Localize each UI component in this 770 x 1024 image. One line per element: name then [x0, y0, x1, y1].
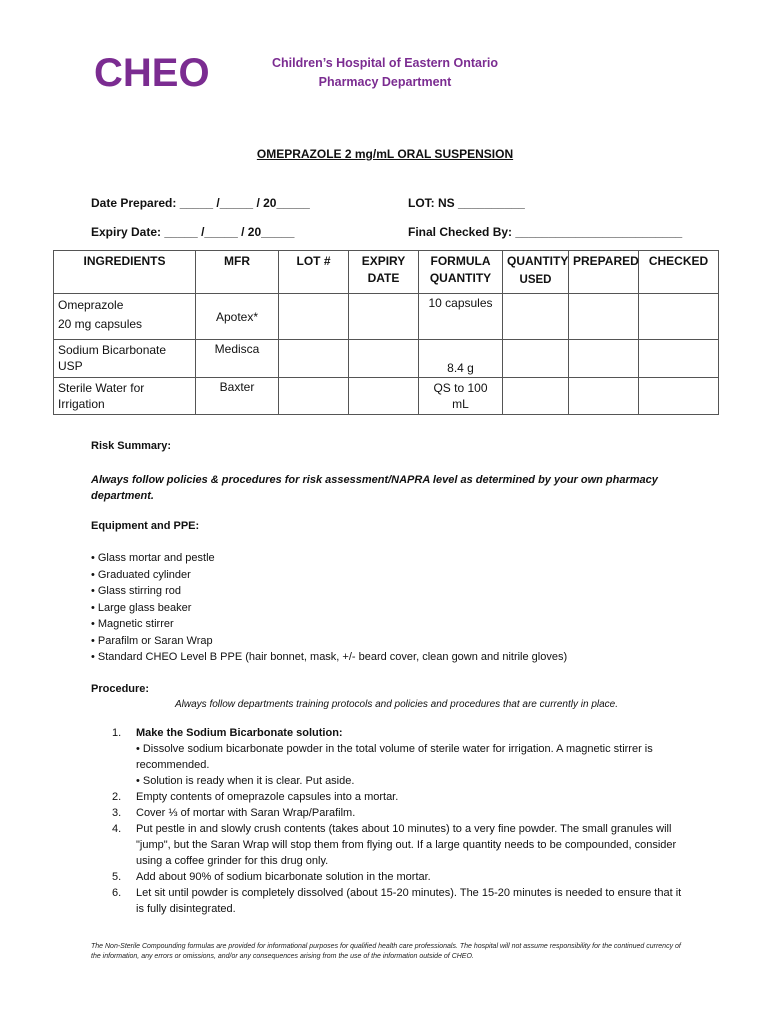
checked-cell[interactable]	[639, 340, 719, 378]
ingredient-name: Sterile Water for	[58, 381, 145, 395]
date-prepared-field: Date Prepared: _____ /_____ / 20_____	[91, 196, 310, 210]
lot-cell[interactable]	[279, 378, 349, 415]
risk-note: Always follow policies & procedures for risk assessment/NAPRA level as determined by your own pharmacy department.	[91, 474, 658, 502]
step-text: Put pestle in and slowly crush contents (takes about 10 minutes) to a very fine powder. The small granules will "jump", but the Saran Wrap will stop them from flying out. If a large quantity needs to be compounded, consider using a coffee grinder for this drug only.	[136, 823, 677, 867]
list-item: • Standard CHEO Level B PPE (hair bonnet, mask, +/- beard cover, clean gown and nitrile gloves)	[91, 649, 567, 666]
step-text: Let sit until powder is completely dissolved (about 15-20 minutes). The 15-20 minutes is needed to ensure that it is fully disintegrated.	[136, 887, 682, 915]
quantity-used-cell[interactable]	[503, 340, 569, 378]
ingredient-cell	[54, 294, 196, 340]
list-item: • Glass mortar and pestle	[91, 550, 567, 567]
step-text: Empty contents of omeprazole capsules into a mortar.	[136, 791, 399, 803]
table-row	[54, 294, 719, 340]
procedure-note: Always follow departments training protocols and policies and procedures that are currently in place.	[175, 699, 619, 710]
quantity-used-cell[interactable]	[503, 378, 569, 415]
equipment-label: Equipment and PPE:	[91, 520, 200, 532]
step-text: Make the Sodium Bicarbonate solution:	[136, 727, 343, 739]
ingredient-detail: USP	[58, 359, 83, 373]
prepared-cell[interactable]	[569, 294, 639, 340]
step-subitem: • Dissolve sodium bicarbonate powder in the total volume of sterile water for irrigation. A magnetic stirrer is recommended.	[136, 741, 687, 773]
ingredients-table	[53, 250, 719, 415]
list-item: • Graduated cylinder	[91, 567, 567, 584]
list-item: • Parafilm or Saran Wrap	[91, 633, 567, 650]
equipment-list	[91, 550, 567, 666]
step-number: 6.	[112, 887, 122, 899]
ingredient-cell	[54, 378, 196, 415]
prepared-cell[interactable]	[569, 340, 639, 378]
header-quantity-used	[503, 251, 569, 294]
formula-unit: mL	[452, 397, 469, 411]
ingredient-name: Sodium Bicarbonate	[58, 343, 167, 357]
list-item: • Large glass beaker	[91, 600, 567, 617]
step-number: 1.	[112, 727, 122, 739]
step-number: 3.	[112, 807, 122, 819]
risk-summary-label: Risk Summary:	[91, 440, 172, 452]
step-number: 5.	[112, 871, 122, 883]
expiry-date-field: Expiry Date: _____ /_____ / 20_____	[91, 225, 295, 239]
header-checked: CHECKED	[639, 251, 719, 294]
org-name: Children’s Hospital of Eastern Ontario	[272, 56, 498, 70]
footer-disclaimer: The Non-Sterile Compounding formulas are provided for informational purposes for qualified health care professionals. The hospital will not assume responsibility for the continued currency of the information, any errors or omissions, and/or any consequences arising from the use of the information outside of CHEO.	[91, 943, 681, 960]
mfr-cell: Baxter	[196, 378, 279, 415]
mfr-cell: Apotex*	[196, 294, 279, 340]
list-item: • Glass stirring rod	[91, 583, 567, 600]
document-title: OMEPRAZOLE 2 mg/mL ORAL SUSPENSION	[256, 147, 514, 161]
procedure-label: Procedure:	[91, 683, 150, 695]
step-number: 4.	[112, 823, 122, 835]
table-row	[54, 340, 719, 378]
ingredient-detail: 20 mg capsules	[58, 317, 143, 331]
ingredient-name: Omeprazole	[58, 298, 124, 312]
header-prepared: PREPARED	[569, 251, 639, 294]
expiry-cell[interactable]	[349, 378, 419, 415]
step-item	[112, 869, 687, 885]
step-item	[112, 805, 687, 821]
step-number: 2.	[112, 791, 122, 803]
header-lot: LOT #	[279, 251, 349, 294]
quantity-used-cell[interactable]	[503, 294, 569, 340]
expiry-cell[interactable]	[349, 294, 419, 340]
step-text: Add about 90% of sodium bicarbonate solution in the mortar.	[136, 871, 431, 883]
dept-name: Pharmacy Department	[318, 75, 452, 89]
formula-cell: 10 capsules	[419, 294, 503, 340]
step-item	[112, 789, 687, 805]
lot-cell[interactable]	[279, 294, 349, 340]
expiry-cell[interactable]	[349, 340, 419, 378]
org-header	[230, 54, 540, 92]
header-expiry: EXPIRY DATE	[349, 251, 419, 294]
formula-cell	[419, 378, 503, 415]
list-item: • Magnetic stirrer	[91, 616, 567, 633]
table-row	[54, 378, 719, 415]
header-mfr: MFR	[196, 251, 279, 294]
header-quantity-big: USED	[519, 274, 552, 286]
step-text: Cover ⅓ of mortar with Saran Wrap/Parafilm.	[136, 807, 356, 819]
lot-cell[interactable]	[279, 340, 349, 378]
step-item	[112, 725, 687, 789]
step-subitem: • Solution is ready when it is clear. Put aside.	[136, 773, 687, 789]
prepared-cell[interactable]	[569, 378, 639, 415]
step-item	[112, 885, 687, 917]
checked-cell[interactable]	[639, 378, 719, 415]
formula-cell: 8.4 g	[419, 340, 503, 378]
ingredient-cell	[54, 340, 196, 378]
cheo-logo	[92, 52, 216, 94]
header-formula: FORMULA QUANTITY	[419, 251, 503, 294]
table-header-row	[54, 251, 719, 294]
checked-cell[interactable]	[639, 294, 719, 340]
ingredient-detail: Irrigation	[58, 397, 105, 411]
formula-line: QS to 100	[433, 381, 488, 395]
lot-field: LOT: NS __________	[408, 196, 525, 210]
header-ingredients: INGREDIENTS	[54, 251, 196, 294]
header-quantity-small: QUANTITY	[507, 254, 569, 268]
mfr-cell: Medisca	[196, 340, 279, 378]
final-checked-field: Final Checked By: _________________________	[408, 225, 683, 239]
logo-text: CHEO	[94, 52, 210, 94]
procedure-steps	[112, 725, 687, 917]
step-item	[112, 821, 687, 869]
